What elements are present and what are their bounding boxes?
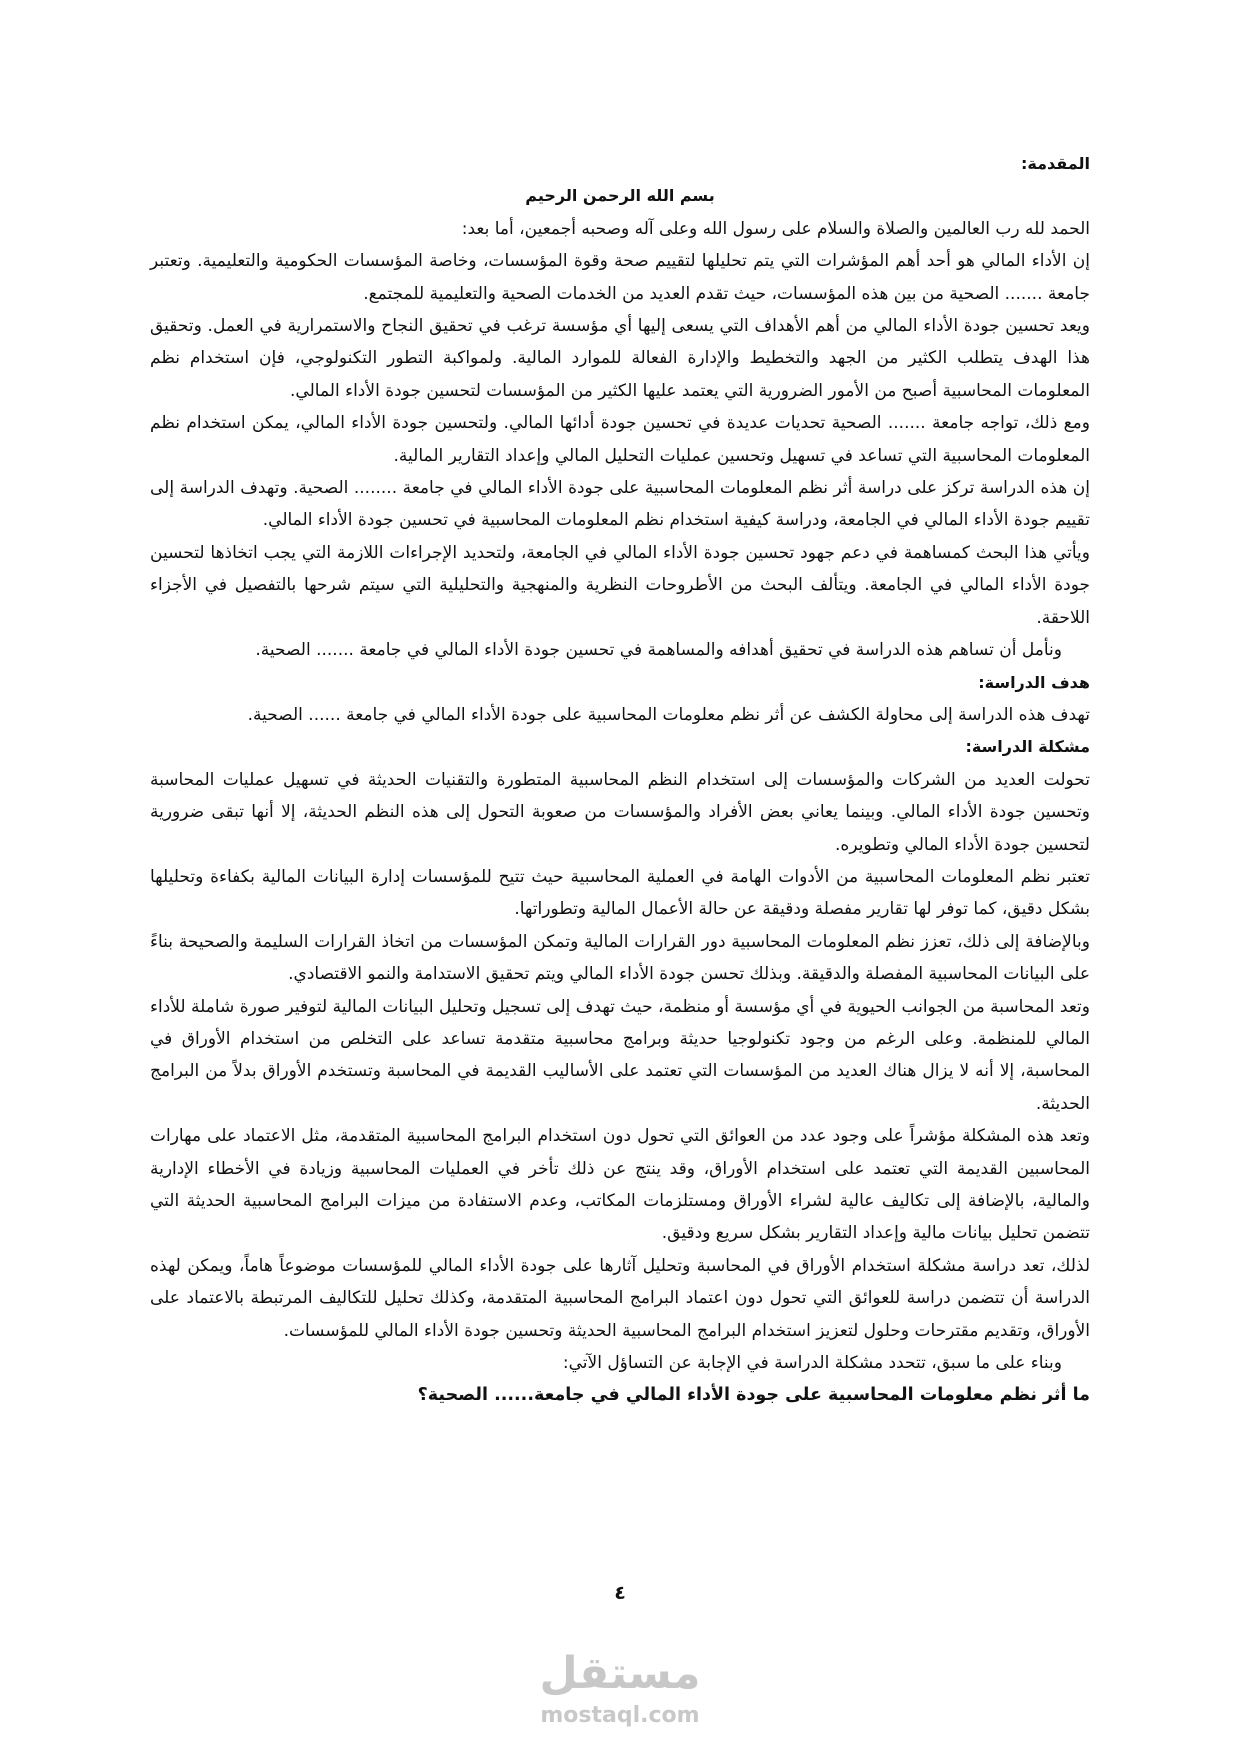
objective-heading: هدف الدراسة: bbox=[978, 672, 1090, 692]
paragraph: إن هذه الدراسة تركز على دراسة أثر نظم المعلومات المحاسبية على جودة الأداء المالي في جامعة ........ الصحية. وتهدف الدراسة إلى تقييم جودة الأداء المالي في الجامعة، ودراسة كيفية استخدام نظم المعلومات المحاسبية في تحسين جودة الأداء المالي. bbox=[150, 478, 1090, 531]
paragraph: تحولت العديد من الشركات والمؤسسات إلى استخدام النظم المحاسبية المتطورة والتقنيات الحديثة في تسهيل عمليات المحاسبة وتحسين جودة الأداء المالي. وبينما يعاني بعض الأفراد والمؤسسات من صعوبة التحول إلى هذه النظم الحديثة، إلا أنها تبقى ضرورية لتحسين جودة الأداء المالي وتطويره. bbox=[150, 769, 1090, 855]
page-number: ٤ bbox=[614, 1582, 626, 1604]
paragraph: وتعد المحاسبة من الجوانب الحيوية في أي مؤسسة أو منظمة، حيث تهدف إلى تسجيل وتحليل البيانات المالية لتوفير صورة شاملة للأداء المالي للمنظمة. وعلى الرغم من وجود تكنولوجيا حديثة وبرامج محاسبية متقدمة تساعد على التخلص من استخدام الأوراق في المحاسبة، إلا أنه لا يزال هناك العديد من المؤسسات التي تعتمد على الأساليب القديمة في المحاسبة وتستخدم الأوراق بدلاً من البرامج الحديثة. bbox=[150, 996, 1090, 1114]
problem-heading: مشكلة الدراسة: bbox=[965, 737, 1090, 757]
watermark-site-text: mostaql.com bbox=[540, 1703, 700, 1728]
objective-text: تهدف هذه الدراسة إلى محاولة الكشف عن أثر نظم معلومات المحاسبية على جودة الأداء المالي في جامعة ...... الصحية. bbox=[247, 704, 1090, 725]
lead-in: وبناء على ما سبق، تتحدد مشكلة الدراسة في الإجابة عن التساؤل الآتي: bbox=[562, 1353, 1062, 1374]
paragraph: ويعد تحسين جودة الأداء المالي من أهم الأهداف التي يسعى إليها أي مؤسسة ترغب في تحقيق النجاح والاستمرارية في العمل. وتحقيق هذا الهدف يتطلب الكثير من الجهد والتخطيط والإدارة الفعالة للموارد المالية. ولمواكبة التطور التكنولوجي، فإن استخدام نظم المعلومات المحاسبية أصبح من الأمور الضرورية التي يعتمد عليها الكثير من المؤسسات لتحسين جودة الأداء المالي. bbox=[150, 316, 1090, 401]
paragraph: ويأتي هذا البحث كمساهمة في دعم جهود تحسين جودة الأداء المالي في الجامعة، ولتحديد الإجراءات اللازمة التي يجب اتخاذها لتحسين جودة الأداء المالي في الجامعة. ويتألف البحث من الأطروحات النظرية والمنهجية والتحليلية التي سيتم شرحها بالتفصيل في الأجزاء اللاحقة. bbox=[150, 542, 1090, 628]
paragraph: الحمد لله رب العالمين والصلاة والسلام على رسول الله وعلى آله وصحبه أجمعين، أما بعد: bbox=[461, 218, 1090, 239]
intro-heading: المقدمة: bbox=[1021, 154, 1090, 173]
research-question: ما أثر نظم معلومات المحاسبية على جودة الأداء المالي في جامعة...... الصحية؟ bbox=[417, 1385, 1090, 1406]
watermark-logo-text: مستقل bbox=[539, 1648, 701, 1699]
paragraph: إن الأداء المالي هو أحد أهم المؤشرات التي يتم تحليلها لتقييم صحة وقوة المؤسسات، وخاصة المؤسسات الحكومية والتعليمية. وتعتبر جامعة ....... الصحية من بين هذه المؤسسات، حيث تقدم العديد من الخدمات الصحية والتعليمية للمجتمع. bbox=[150, 251, 1090, 304]
mostaql-watermark-logo bbox=[508, 1640, 732, 1732]
document-body bbox=[150, 148, 1090, 1412]
paragraph: لذلك، تعد دراسة مشكلة استخدام الأوراق في المحاسبة وتحليل آثارها على جودة الأداء المالي للمؤسسات موضوعاً هاماً، ويمكن لهذه الدراسة أن تتضمن دراسة للعوائق التي تحول دون اعتماد البرامج المحاسبية المتقدمة، وكذلك تحليل للتكاليف المرتبطة بالاعتماد على الأوراق، وتقديم مقترحات وحلول لتعزيز استخدام البرامج المحاسبية الحديثة وتحسين جودة الأداء المالي للمؤسسات. bbox=[150, 1255, 1090, 1341]
paragraph: ومع ذلك، تواجه جامعة ....... الصحية تحديات عديدة في تحسين جودة أدائها المالي. ولتحسين جودة الأداء المالي، يمكن استخدام نظم المعلومات المحاسبية التي تساعد في تسهيل وتحسين عمليات التحليل المالي وإعداد التقارير المالية. bbox=[150, 413, 1090, 466]
basmala: بسم الله الرحمن الرحيم bbox=[525, 186, 715, 206]
paragraph: وتعد هذه المشكلة مؤشراً على وجود عدد من العوائق التي تحول دون استخدام البرامج المحاسبية المتقدمة، مثل الاعتماد على مهارات المحاسبين القديمة التي تعتمد على استخدام الأوراق، وقد ينتج عن ذلك تأخر في العمليات المحاسبية وزيادة في الأخطاء الإدارية والمالية، بالإضافة إلى تكاليف عالية لشراء الأوراق ومستلزمات المكاتب، وعدم الاستفادة من ميزات البرامج المحاسبية الحديثة التي تتضمن تحليل بيانات مالية وإعداد التقارير بشكل سريع ودقيق. bbox=[150, 1126, 1090, 1244]
hope-paragraph: ونأمل أن تساهم هذه الدراسة في تحقيق أهدافه والمساهمة في تحسين جودة الأداء المالي في جامعة ....... الصحية. bbox=[255, 640, 1062, 661]
paragraph: تعتبر نظم المعلومات المحاسبية من الأدوات الهامة في العملية المحاسبية حيث تتيح للمؤسسات إدارة البيانات المالية بكفاءة وتحليلها بشكل دقيق، كما توفر لها تقارير مفصلة ودقيقة عن حالة الأعمال المالية وتطوراتها. bbox=[150, 866, 1090, 920]
paragraph: وبالإضافة إلى ذلك، تعزز نظم المعلومات المحاسبية دور القرارات المالية وتمكن المؤسسات من اتخاذ القرارات السليمة والصحيحة بناءً على البيانات المحاسبية المفصلة والدقيقة. وبذلك تحسن جودة الأداء المالي ويتم تحقيق الاستدامة والنمو الاقتصادي. bbox=[150, 931, 1090, 985]
